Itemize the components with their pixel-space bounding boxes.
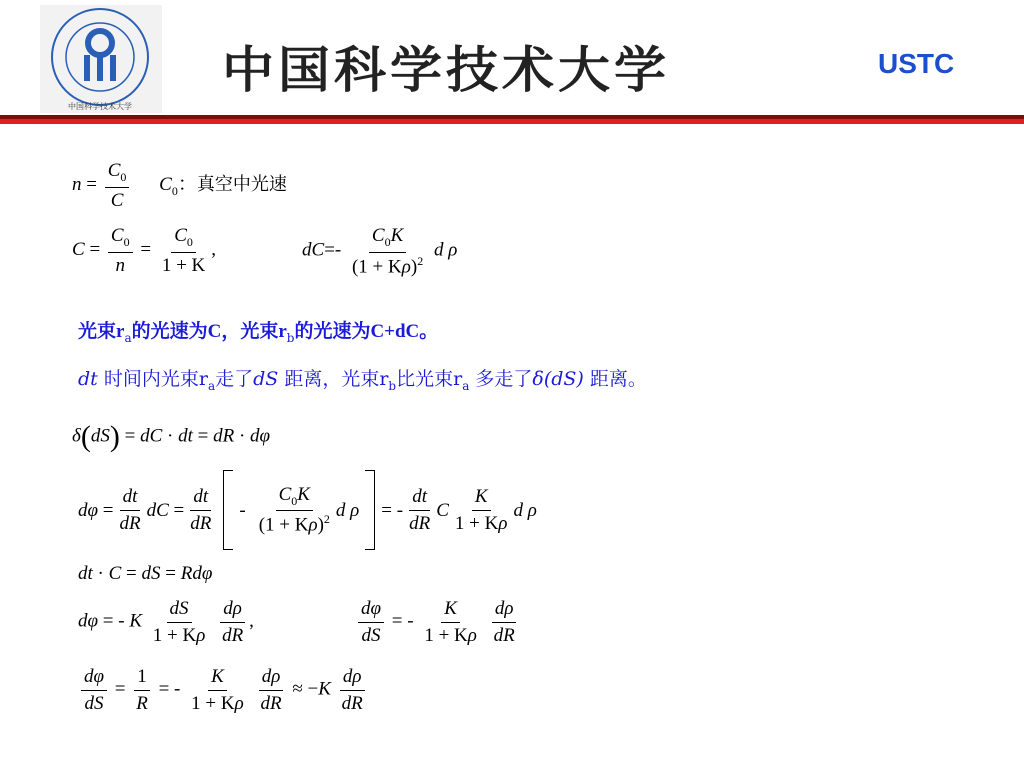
c0-description: 真空中光速 xyxy=(196,174,287,196)
text-line-distance: dt 时间内光束$r_a$走了dS 距离，光束$r_b$比光束$r_a$ 多走了δ(dS) 距离。 xyxy=(78,368,647,393)
university-logo xyxy=(40,5,162,113)
equation-final-approx: $\frac{d\varphi}{dS}$ = $\frac{1}{R}$ = - $\frac{K}{1 + K\rho}$ $\frac{d\rho}{dR}$ ≈ −K $\frac{d\rho}{dR}$ xyxy=(78,666,369,715)
equation-delta-ds: δ(dS) = dC · dt = dR · dφ xyxy=(72,420,271,453)
equation-dphi-expansion: dφ = $\frac{dt}{dR}$ dC = $\frac{dt}{dR}$ - $\frac{C_0K}{(1 + K\rho)^2}$ d ρ = - $\frac{dt}{dR}$ C $\frac{K}{1 + K\rho}$ d ρ xyxy=(78,470,537,550)
svg-text:中国科学技术大学: 中国科学技术大学 xyxy=(68,102,132,111)
brand-label: USTC xyxy=(878,48,955,79)
ustc-seal-icon xyxy=(40,5,162,113)
equation-dC: dC=- $\frac{C_0K}{(1 + K\rho)^2}$ d ρ xyxy=(302,225,458,277)
equation-dphi-ds: $\frac{d\varphi}{dS}$ = - $\frac{K}{1 + K\rho}$ $\frac{d\rho}{dR}$ xyxy=(355,598,521,647)
equation-refractive-index: n = $\frac{C_0}{C}$ $C_0$：真空中光速 xyxy=(72,160,287,211)
university-title: 中国科学技术大学 xyxy=(222,41,671,100)
equation-dphi-k: dφ = - K $\frac{dS}{1 + K\rho}$ $\frac{d\rho}{dR}$ , xyxy=(78,598,254,646)
equation-speed-c: C = $\frac{C_0}{n}$ = $\frac{C_0}{1 + K}$ , xyxy=(72,225,216,276)
equation-dt-c: dt · C = dS = Rdφ xyxy=(78,563,213,584)
header-rule-red xyxy=(0,119,1024,124)
text-line-speeds: 光束$r_a$的光速为C，光束$r_b$的光速为C+dC。 xyxy=(78,321,439,345)
